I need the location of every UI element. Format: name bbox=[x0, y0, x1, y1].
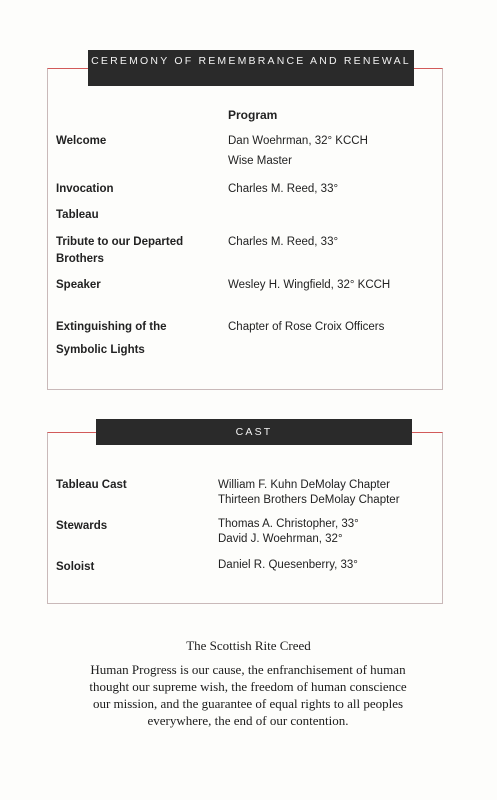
cast-value-soloist: Daniel R. Quesenberry, 33° bbox=[218, 559, 358, 571]
program-label-extinguishing: Extinguishing of the bbox=[56, 321, 167, 333]
ceremony-banner: CEREMONY OF REMEMBRANCE AND RENEWAL bbox=[88, 50, 414, 86]
cast-label-tableau: Tableau Cast bbox=[56, 479, 127, 491]
program-value-welcome: Dan Woehrman, 32° KCCH bbox=[228, 135, 368, 147]
cast-label-stewards: Stewards bbox=[56, 520, 108, 532]
program-value-speaker: Wesley H. Wingfield, 32° KCCH bbox=[228, 279, 391, 291]
creed-line: thought our supreme wish, the freedom of human conscience bbox=[89, 679, 407, 694]
creed-line: everywhere, the end of our contention. bbox=[147, 713, 349, 728]
program-value-welcome-role: Wise Master bbox=[228, 155, 292, 167]
cast-value-tableau-1: William F. Kuhn DeMolay Chapter bbox=[218, 479, 390, 491]
cast-banner: CAST bbox=[96, 419, 412, 445]
program-value-invocation: Charles M. Reed, 33° bbox=[228, 183, 339, 195]
program-label-extinguishing-line2: Symbolic Lights bbox=[56, 344, 145, 356]
program-label-invocation: Invocation bbox=[56, 183, 114, 195]
cast-label-soloist: Soloist bbox=[56, 561, 95, 573]
program-label-tribute: Tribute to our Departed bbox=[56, 236, 184, 248]
cast-value-stewards-1: Thomas A. Christopher, 33° bbox=[218, 518, 359, 530]
program-value-tribute: Charles M. Reed, 33° bbox=[228, 236, 339, 248]
program-value-extinguishing: Chapter of Rose Croix Officers bbox=[228, 321, 385, 333]
program-label-tableau: Tableau bbox=[56, 209, 99, 221]
cast-value-stewards-2: David J. Woehrman, 32° bbox=[218, 533, 343, 545]
creed-line: Human Progress is our cause, the enfranchisement of human bbox=[90, 662, 406, 677]
program-heading: Program bbox=[228, 108, 278, 122]
program-label-tribute-line2: Brothers bbox=[56, 253, 104, 265]
program-label-speaker: Speaker bbox=[56, 279, 101, 291]
creed-title: The Scottish Rite Creed bbox=[186, 638, 311, 653]
program-label-welcome: Welcome bbox=[56, 135, 107, 147]
creed-line: our mission, and the guarantee of equal rights to all peoples bbox=[92, 696, 404, 711]
cast-value-tableau-2: Thirteen Brothers DeMolay Chapter bbox=[218, 494, 400, 506]
creed-body bbox=[48, 661, 448, 729]
